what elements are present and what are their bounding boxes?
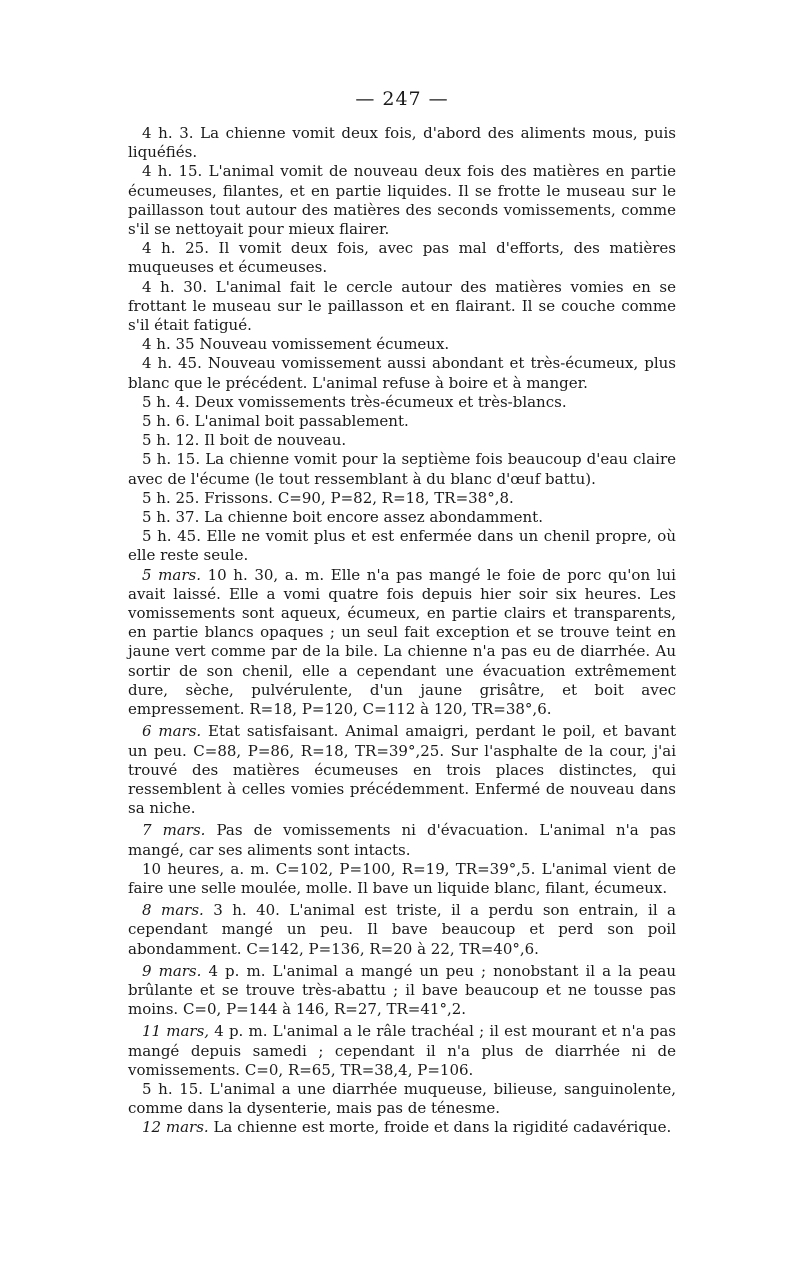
paragraph-text: 5 h. 4. Deux vomissements très-écumeux et très-blancs. bbox=[142, 392, 567, 411]
paragraph-text: 4 p. m. L'animal a le râle trachéal ; il est mourant et n'a pas mangé depuis samedi ; cependant il n'a plus de diarrhée ni de vomissements. C=0, R=65, TR=38,4, P=106. bbox=[128, 1022, 676, 1079]
paragraph-text: 5 h. 6. L'animal boit passablement. bbox=[142, 412, 409, 431]
paragraph bbox=[128, 450, 676, 488]
paragraph-text: 4 p. m. L'animal a mangé un peu ; nonobstant il a la peau brûlante et se trouve très-abattu ; il bave beaucoup et ne tousse pas moins. C=0, P=144 à 146, R=27, TR=41°,2. bbox=[128, 961, 676, 1019]
paragraph bbox=[128, 278, 676, 336]
paragraph bbox=[128, 412, 676, 431]
paragraph bbox=[128, 489, 676, 508]
paragraph-text: 4 h. 15. L'animal vomit de nouveau deux fois des matières en partie écumeuses, filantes, et en partie liquides. Il se frotte le museau sur le paillasson tout autour des matières des seconds vomissements, comme s'il se nettoyait pour mieux flairer. bbox=[128, 162, 676, 239]
paragraph bbox=[128, 901, 676, 959]
book-page bbox=[128, 88, 676, 1138]
date-lead: 12 mars. bbox=[142, 1118, 209, 1137]
page-number: — 247 — bbox=[355, 88, 449, 110]
paragraph bbox=[128, 527, 676, 565]
paragraph-text: 4 h. 3. La chienne vomit deux fois, d'abord des aliments mous, puis liquéfiés. bbox=[128, 124, 676, 162]
paragraph bbox=[128, 124, 676, 162]
paragraph bbox=[128, 239, 676, 277]
paragraph-text: 5 h. 15. L'animal a une diarrhée muqueuse, bilieuse, sanguinolente, comme dans la dysenterie, mais pas de ténesme. bbox=[128, 1079, 676, 1118]
paragraph bbox=[128, 962, 676, 1020]
paragraph bbox=[128, 860, 676, 898]
paragraph-text: 3 h. 40. L'animal est triste, il a perdu son entrain, il a cependant mangé un peu. Il bave beaucoup et perd son poil abondamment. C=142, P=136, R=20 à 22, TR=40°,6. bbox=[128, 901, 676, 958]
paragraph-text: 4 h. 45. Nouveau vomissement aussi abondant et très-écumeux, plus blanc que le précédent. L'animal refuse à boire et à manger. bbox=[128, 354, 676, 392]
paragraph-text: 5 h. 15. La chienne vomit pour la septième fois beaucoup d'eau claire avec de l'écume (le tout ressemblant à du blanc d'œuf battu). bbox=[128, 450, 676, 488]
date-lead: 5 mars. bbox=[142, 565, 201, 584]
paragraph-text: Etat satisfaisant. Animal amaigri, perdant le poil, et bavant un peu. C=88, P=86, R=18, TR=39°,25. Sur l'asphalte de la cour, j'ai trouvé des matières écumeuses en trois places distinctes, qui ressemblent à celles vomies précédemment. Enfermé de nouveau dans sa niche. bbox=[128, 722, 676, 818]
date-lead: 7 mars. bbox=[142, 821, 206, 840]
paragraph-text: La chienne est morte, froide et dans la rigidité cadavérique. bbox=[208, 1118, 672, 1137]
paragraph bbox=[128, 354, 676, 392]
date-lead: 11 mars, bbox=[142, 1022, 210, 1041]
paragraph bbox=[128, 1080, 676, 1118]
paragraph bbox=[128, 1118, 676, 1137]
paragraph bbox=[128, 508, 676, 527]
paragraph-text: 5 h. 45. Elle ne vomit plus et est enfermée dans un chenil propre, où elle reste seule. bbox=[128, 527, 676, 565]
paragraph-text: 5 h. 37. La chienne boit encore assez abondamment. bbox=[142, 508, 543, 527]
paragraph-text: 10 heures, a. m. C=102, P=100, R=19, TR=39°,5. L'animal vient de faire une selle moulée, molle. Il bave un liquide blanc, filant, écumeux. bbox=[128, 859, 676, 897]
paragraph bbox=[128, 431, 676, 450]
paragraph bbox=[128, 722, 676, 818]
paragraph-text: 4 h. 25. Il vomit deux fois, avec pas mal d'efforts, des matières muqueuses et écumeuses. bbox=[128, 239, 676, 277]
date-lead: 8 mars. bbox=[142, 901, 204, 920]
paragraph-text: 5 h. 25. Frissons. C=90, P=82, R=18, TR=38°,8. bbox=[142, 488, 514, 507]
paragraph-text: 4 h. 30. L'animal fait le cercle autour des matières vomies en se frottant le museau sur le paillasson et en flairant. Il se couche comme s'il était fatigué. bbox=[128, 277, 676, 335]
paragraph-text: 5 h. 12. Il boit de nouveau. bbox=[142, 431, 347, 450]
paragraph bbox=[128, 1022, 676, 1080]
paragraph bbox=[128, 566, 676, 720]
paragraph-text: 4 h. 35 Nouveau vomissement écumeux. bbox=[142, 335, 450, 354]
paragraph-text: 10 h. 30, a. m. Elle n'a pas mangé le foie de porc qu'on lui avait laissé. Elle a vomi quatre fois depuis hier soir six heures. Les vomissements sont aqueux, écumeux, en partie clairs et transparents, en partie blancs opaques ; un seul fait exception et se trouve teint en jaune vert comme par de la bile. La chienne n'a pas eu de diarrhée. Au sortir de son chenil, elle a cependant une évacuation extrêmement dure, sèche, pulvérulente, d'un jaune grisâtre, et boit avec empressement. R=18, P=120, C=112 à 120, TR=38°,6. bbox=[128, 565, 676, 719]
paragraph-text: Pas de vomissements ni d'évacuation. L'animal n'a pas mangé, car ses aliments sont intacts. bbox=[128, 821, 676, 859]
paragraph bbox=[128, 393, 676, 412]
date-lead: 9 mars. bbox=[142, 961, 202, 980]
paragraph bbox=[128, 162, 676, 239]
date-lead: 6 mars. bbox=[142, 722, 202, 741]
paragraph bbox=[128, 821, 676, 859]
paragraph bbox=[128, 335, 676, 354]
